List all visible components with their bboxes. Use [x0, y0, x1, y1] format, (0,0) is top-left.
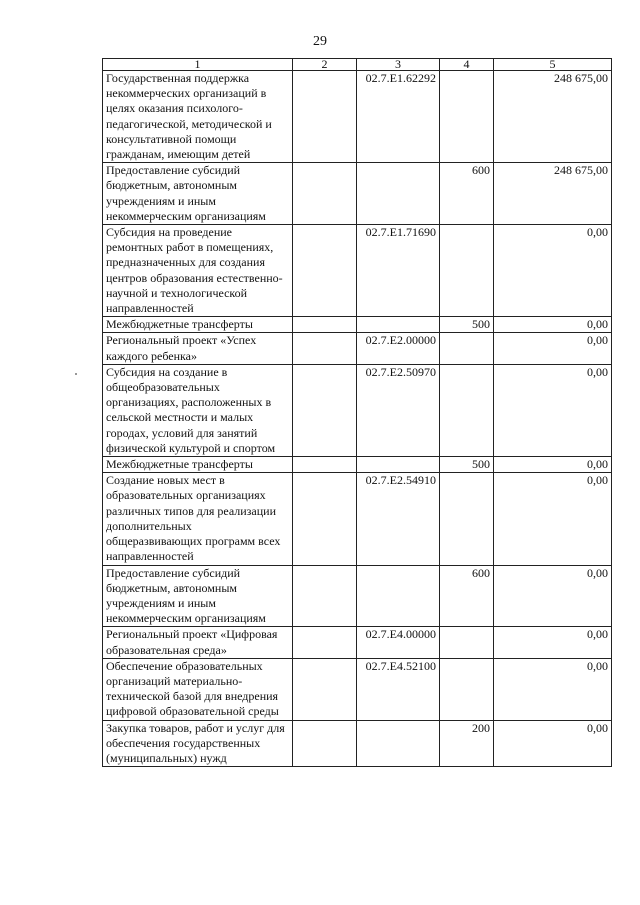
header-col-3: 3: [357, 59, 440, 71]
row-code-cell: [357, 565, 440, 627]
row-section-cell: [293, 658, 357, 720]
table-row: [103, 333, 612, 364]
row-amount-cell: 0,00: [494, 473, 612, 565]
table-row: [103, 163, 612, 225]
table-body: [103, 71, 612, 767]
row-section-cell: [293, 720, 357, 767]
budget-table: [102, 58, 612, 767]
row-name-cell: Закупка товаров, работ и услуг для обеспечения государственных (муниципальных) нужд: [103, 720, 293, 767]
row-type-cell: 600: [440, 163, 494, 225]
row-type-cell: 200: [440, 720, 494, 767]
table-row: [103, 473, 612, 565]
row-type-cell: 500: [440, 457, 494, 473]
row-name-cell: Региональный проект «Цифровая образовательная среда»: [103, 627, 293, 658]
table-row: [103, 658, 612, 720]
row-amount-cell: 0,00: [494, 457, 612, 473]
row-type-cell: [440, 71, 494, 163]
row-section-cell: [293, 473, 357, 565]
row-code-cell: [357, 457, 440, 473]
row-code-cell: 02.7.E2.00000: [357, 333, 440, 364]
row-type-cell: 600: [440, 565, 494, 627]
row-name-cell: Субсидия на проведение ремонтных работ в помещениях, предназначенных для создания центров образования естественно-научной и технологической направленностей: [103, 225, 293, 317]
table-row: [103, 225, 612, 317]
row-type-cell: [440, 473, 494, 565]
row-code-cell: 02.7.E2.50970: [357, 364, 440, 456]
header-col-2: 2: [293, 59, 357, 71]
header-col-4: 4: [440, 59, 494, 71]
row-type-cell: [440, 627, 494, 658]
row-section-cell: [293, 225, 357, 317]
table-row: [103, 317, 612, 333]
row-name-cell: Региональный проект «Успех каждого ребенка»: [103, 333, 293, 364]
row-code-cell: 02.7.E1.62292: [357, 71, 440, 163]
row-section-cell: [293, 627, 357, 658]
row-amount-cell: 0,00: [494, 317, 612, 333]
row-name-cell: Межбюджетные трансферты: [103, 457, 293, 473]
table-row: [103, 565, 612, 627]
row-amount-cell: 0,00: [494, 720, 612, 767]
header-col-5: 5: [494, 59, 612, 71]
row-amount-cell: 0,00: [494, 225, 612, 317]
row-amount-cell: 248 675,00: [494, 163, 612, 225]
row-name-cell: Предоставление субсидий бюджетным, автономным учреждениям и иным некоммерческим организациям: [103, 565, 293, 627]
row-code-cell: 02.7.E1.71690: [357, 225, 440, 317]
row-section-cell: [293, 364, 357, 456]
row-section-cell: [293, 333, 357, 364]
row-code-cell: [357, 163, 440, 225]
row-name-cell: Государственная поддержка некоммерческих организаций в целях оказания психолого-педагогической, методической и консультативной помощи гражданам, имеющим детей: [103, 71, 293, 163]
row-name-cell: Субсидия на создание в общеобразовательных организациях, расположенных в сельской местности и малых городах, условий для занятий физической культурой и спортом: [103, 364, 293, 456]
table-row: [103, 720, 612, 767]
table-row: [103, 71, 612, 163]
row-name-cell: Предоставление субсидий бюджетным, автономным учреждениям и иным некоммерческим организациям: [103, 163, 293, 225]
table-row: [103, 364, 612, 456]
row-type-cell: [440, 658, 494, 720]
row-amount-cell: 248 675,00: [494, 71, 612, 163]
page-number: 29: [313, 34, 327, 49]
row-code-cell: 02.7.E2.54910: [357, 473, 440, 565]
row-code-cell: 02.7.E4.52100: [357, 658, 440, 720]
row-code-cell: 02.7.E4.00000: [357, 627, 440, 658]
row-name-cell: Создание новых мест в образовательных организациях различных типов для реализации дополнительных общеразвивающих программ всех направленностей: [103, 473, 293, 565]
row-code-cell: [357, 720, 440, 767]
header-row: [103, 59, 612, 71]
row-section-cell: [293, 71, 357, 163]
table-row: [103, 457, 612, 473]
row-amount-cell: 0,00: [494, 627, 612, 658]
row-amount-cell: 0,00: [494, 364, 612, 456]
row-section-cell: [293, 317, 357, 333]
row-type-cell: [440, 364, 494, 456]
header-col-1: 1: [103, 59, 293, 71]
row-section-cell: [293, 457, 357, 473]
row-name-cell: Межбюджетные трансферты: [103, 317, 293, 333]
row-name-cell: Обеспечение образовательных организаций материально-технической базой для внедрения цифровой образовательной среды: [103, 658, 293, 720]
row-section-cell: [293, 163, 357, 225]
row-amount-cell: 0,00: [494, 658, 612, 720]
row-type-cell: [440, 225, 494, 317]
row-amount-cell: 0,00: [494, 333, 612, 364]
scan-speck: [75, 373, 77, 375]
row-code-cell: [357, 317, 440, 333]
table-row: [103, 627, 612, 658]
row-type-cell: 500: [440, 317, 494, 333]
row-section-cell: [293, 565, 357, 627]
row-type-cell: [440, 333, 494, 364]
row-amount-cell: 0,00: [494, 565, 612, 627]
